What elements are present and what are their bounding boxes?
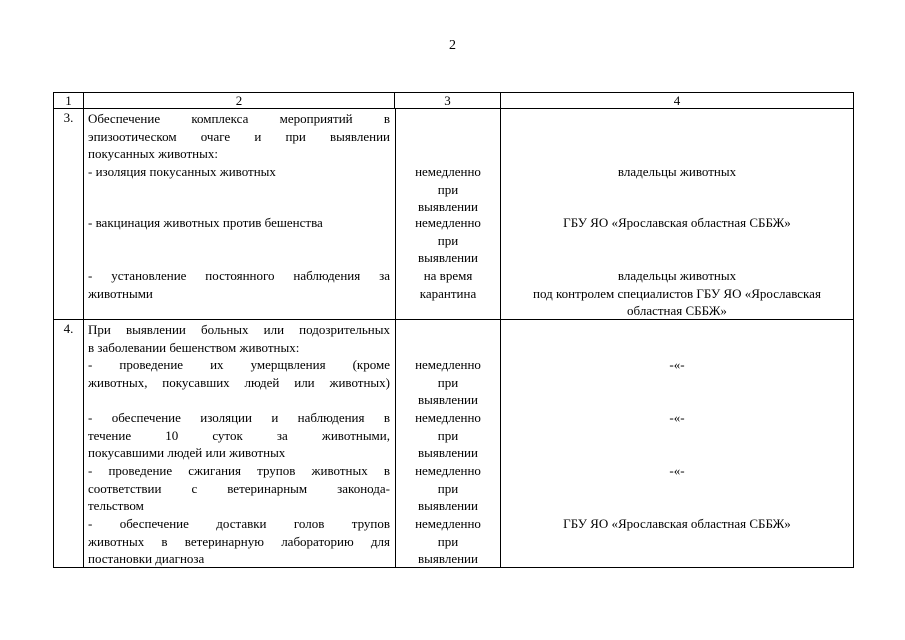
term-line: выявлении <box>418 392 478 407</box>
header-cell-2: 2 <box>84 93 395 109</box>
responsible-line: ГБУ ЯО «Ярославская областная СББЖ» <box>563 215 791 230</box>
responsible-line: под контролем специалистов ГБУ ЯО «Ярославская <box>533 285 821 301</box>
intro-line: покусанных животных: <box>88 146 218 161</box>
measure-line: - вакцинация животных против бешенства <box>88 215 323 230</box>
term-line: при <box>437 181 459 197</box>
responsible-line: -«- <box>669 357 685 372</box>
measures-table <box>53 92 854 568</box>
list-item <box>84 514 853 567</box>
table-header-row <box>54 93 854 109</box>
responsible-line: ГБУ ЯО «Ярославская областная СББЖ» <box>563 516 791 531</box>
term-line: выявлении <box>418 199 478 214</box>
term-line: на время <box>423 268 473 283</box>
measure-line: животных, покусавших людей или животных) <box>88 374 390 390</box>
list-item <box>84 408 853 461</box>
page-number: 2 <box>449 38 456 53</box>
responsible-line: владельцы животных <box>617 164 737 179</box>
term-line: при <box>437 232 459 248</box>
row-content <box>84 320 854 568</box>
measure-line: - обеспечение изоляции и наблюдения в <box>88 410 390 425</box>
intro-line: эпизоотическом очаге и при выявлении <box>88 128 390 144</box>
responsible-line: -«- <box>669 410 685 425</box>
header-cell-1: 1 <box>54 93 84 109</box>
term-line: при <box>437 480 459 496</box>
term-line: выявлении <box>418 250 478 265</box>
intro-line: Обеспечение комплекса мероприятий в <box>88 111 390 126</box>
term-line: немедленно <box>415 164 481 179</box>
row-content <box>84 109 854 320</box>
intro-line: в заболевании бешенством животных: <box>88 339 300 355</box>
header-cell-3: 3 <box>395 93 501 109</box>
term-line: немедленно <box>415 215 481 230</box>
responsible-line: владельцы животных <box>617 268 737 283</box>
term-line: немедленно <box>415 516 481 531</box>
list-item <box>84 266 853 319</box>
measure-line: течение 10 суток за животными, <box>88 427 390 443</box>
row-intro <box>84 109 853 162</box>
responsible-line: -«- <box>669 463 685 478</box>
term-line: при <box>437 427 459 443</box>
measure-line: - проведение сжигания трупов животных в <box>88 463 390 478</box>
term-line: при <box>437 374 459 390</box>
term-line: немедленно <box>415 410 481 425</box>
responsible-line: областная СББЖ» <box>627 303 727 318</box>
measure-line: животными <box>88 285 153 301</box>
row-intro <box>84 320 853 355</box>
term-line: немедленно <box>415 357 481 372</box>
measure-line: - изоляция покусанных животных <box>88 164 276 179</box>
term-line: немедленно <box>415 463 481 478</box>
measure-line: - проведение их умерщвления (кроме <box>88 357 390 372</box>
row-number: 3. <box>54 109 84 320</box>
term-line: выявлении <box>418 551 478 566</box>
measure-line: постановки диагноза <box>88 551 205 566</box>
term-line: выявлении <box>418 498 478 513</box>
measure-line: тельством <box>88 498 144 513</box>
intro-line: При выявлении больных или подозрительных <box>88 322 390 337</box>
measure-line: животных в ветеринарную лабораторию для <box>88 533 390 549</box>
list-item <box>84 162 853 213</box>
list-item <box>84 213 853 266</box>
measure-line: - обеспечение доставки голов трупов <box>88 516 390 531</box>
term-line: выявлении <box>418 445 478 460</box>
list-item <box>84 461 853 514</box>
term-line: карантина <box>419 285 477 301</box>
table-row <box>54 320 854 568</box>
table-row <box>54 109 854 320</box>
measure-line: - установление постоянного наблюдения за <box>88 268 390 283</box>
header-cell-4: 4 <box>501 93 854 109</box>
row-number: 4. <box>54 320 84 568</box>
measure-line: покусавшими людей или животных <box>88 445 286 460</box>
measure-line: соответствии с ветеринарным законода- <box>88 480 390 496</box>
list-item <box>84 355 853 408</box>
term-line: при <box>437 533 459 549</box>
